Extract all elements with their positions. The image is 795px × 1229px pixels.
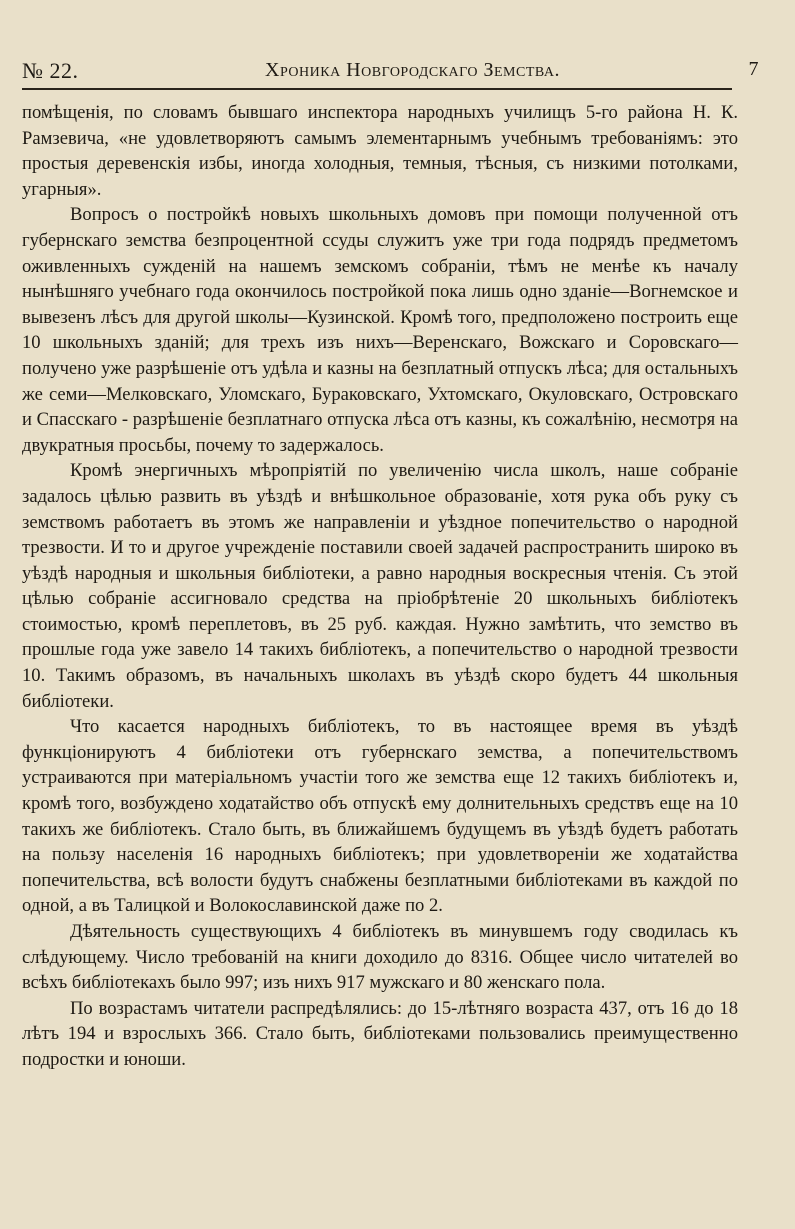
running-header [22, 58, 765, 84]
body-text [22, 100, 738, 1073]
paragraph: Дѣятельность существующихъ 4 библіотекъ въ минувшемъ году сводилась къ слѣдующему. Число требованій на книги доходило до 8316. Общее число читателей во всѣхъ библіотекахъ было 997; изъ нихъ 917 мужскаго и 80 женскаго пола. [22, 921, 738, 994]
paragraph: По возрастамъ читатели распредѣлялись: до 15-лѣтняго возраста 437, отъ 16 до 18 лѣтъ 194 и взрослыхъ 366. Стало быть, библіотеками пользовались преимущественно подростки и юноши. [22, 997, 738, 1070]
journal-title: Хроника Новгородскаго Земства. [265, 59, 560, 81]
paragraph: Вопросъ о постройкѣ новыхъ школьныхъ домовъ при помощи полученной отъ губернскаго земства безпроцентной ссуды служитъ уже три года подрядъ предметомъ оживленныхъ сужденій на нашемъ земскомъ собраніи, тѣмъ не менѣе къ началу нынѣшняго учебнаго года окончилось постройкой пока лишь одно зданіе—Вогнемское и вывезенъ лѣсъ для другой школы—Кузинской. Кромѣ того, предположено построить еще 10 школьныхъ зданій; для трехъ изъ нихъ—Веренскаго, Вожскаго и Соровскаго—получено уже разрѣшеніе отъ удѣла и казны на безплатный отпускъ лѣса; для остальныхъ же семи—Мелковскаго, Уломскаго, Бураковскаго, Ухтомскаго, Окуловскаго, Островскаго и Спасскаго - разрѣшеніе безплатнаго отпуска лѣса отъ казны, къ сожалѣнію, несмотря на двукратныя просьбы, почему то задержалось. [22, 204, 738, 456]
paragraph: Что касается народныхъ библіотекъ, то въ настоящее время въ уѣздѣ функціонируютъ 4 библіотеки отъ губернскаго земства, а попечительствомъ устраиваются при матеріальномъ участіи того же земства еще 12 такихъ библіотекъ и, кромѣ того, возбуждено ходатайство объ отпускѣ ему долнительныхъ средствъ еще на 10 такихъ же библіотекъ. Стало быть, въ ближайшемъ будущемъ въ уѣздѣ будетъ работать на пользу населенія 16 народныхъ библіотекъ; при удовлетвореніи же ходатайства попечительства, всѣ волости будутъ снабжены безплатными библіотеками въ каждой по одной, а въ Талицкой и Волокославинской даже по 2. [22, 716, 738, 917]
header-rule [22, 88, 732, 90]
issue-number: № 22. [22, 58, 79, 83]
paragraph: помѣщенія, по словамъ бывшаго инспектора народныхъ училищъ 5-го района Н. К. Рамзевича, «не удовлетворяютъ самымъ элементарнымъ учебнымъ требованіямъ: это простыя деревенскія избы, иногда холодныя, темныя, тѣсныя, съ низкими потолками, угарныя». [22, 102, 738, 200]
page-number: 7 [748, 58, 759, 80]
paragraph: Кромѣ энергичныхъ мѣропріятій по увеличенію числа школъ, наше собраніе задалось цѣлью развить въ уѣздѣ и внѣшкольное образованіе, хотя рука объ руку съ земствомъ работаетъ въ этомъ же направленіи и уѣздное попечительство о народной трезвости. И то и другое учрежденіе поставили своей задачей распространить широко въ уѣздѣ народныя и школьныя библіотеки, а равно народныя воскресныя чтенія. Съ этой цѣлью собраніе ассигновало средства на пріобрѣтеніе 20 школьныхъ библіотекъ стоимостью, кромѣ переплетовъ, въ 25 руб. каждая. Нужно замѣтить, что земство въ прошлые года уже завело 14 такихъ библіотекъ, а попечительство о народной трезвости 10. Такимъ образомъ, въ начальныхъ школахъ въ уѣздѣ скоро будетъ 44 школьныя библіотеки. [22, 460, 738, 712]
